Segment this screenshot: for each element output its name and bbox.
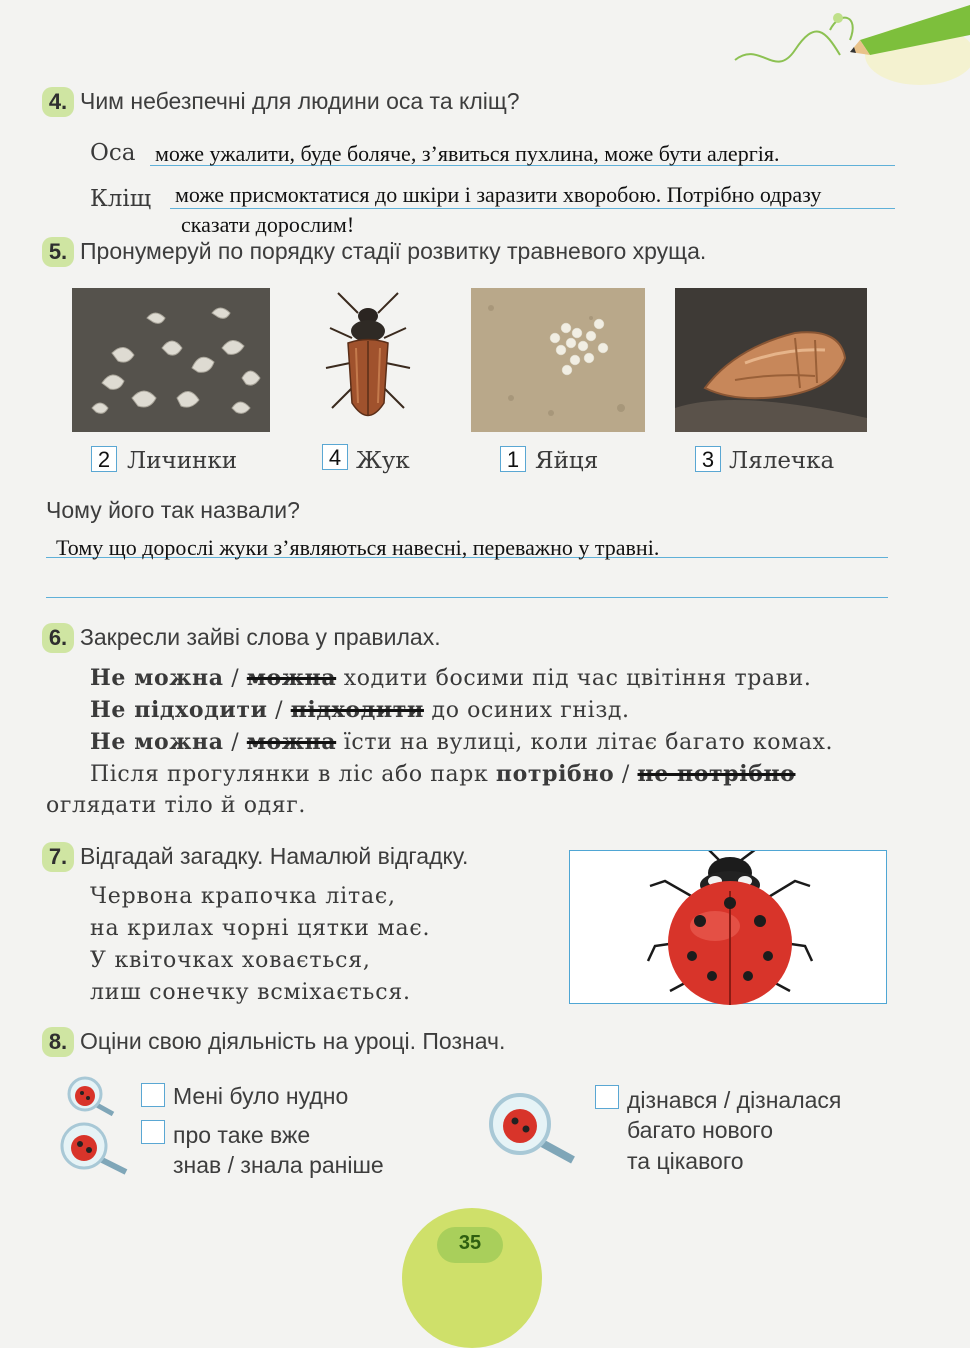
riddle-line-4: лиш сонечку всміхається. xyxy=(90,980,411,1005)
tick-answer-line xyxy=(170,208,895,209)
wasp-answer[interactable]: може ужалити, буде боляче, з’явиться пухлина, може бути алергія. xyxy=(155,141,780,166)
ladybug-image xyxy=(570,851,888,1005)
rule-1 xyxy=(90,665,812,691)
rule-4-struck[interactable]: не потрібно xyxy=(637,761,796,787)
riddle-line-2: на крилах чорні цятки має. xyxy=(90,916,431,941)
rule-3-separator: / xyxy=(231,730,240,755)
rule-1-keep: Не можна xyxy=(90,665,224,691)
stage-label-larvae: Личинки xyxy=(127,448,238,474)
larvae-photo xyxy=(72,288,270,432)
stage-number-box-larvae[interactable]: 2 xyxy=(91,446,117,472)
task-5-text: Пронумеруй по порядку стадії розвитку травневого хруща. xyxy=(80,238,707,264)
why-answer[interactable]: Тому що дорослі жуки з’являються навесні, переважно у травні. xyxy=(56,535,660,560)
learned-line3: та цікавого xyxy=(627,1148,744,1174)
tick-answer-line2[interactable]: сказати дорослим! xyxy=(181,212,355,237)
learned-line1: дізнався / дізналася xyxy=(627,1087,842,1113)
learned-checkbox[interactable] xyxy=(595,1085,619,1109)
bored-option-label: Мені було нудно xyxy=(173,1083,349,1109)
task-7-text: Відгадай загадку. Намалюй відгадку. xyxy=(80,843,469,869)
eggs-photo xyxy=(471,288,645,432)
why-answer-line-2 xyxy=(46,597,888,598)
rule-4-keep: потрібно xyxy=(495,761,615,787)
task-4-text: Чим небезпечні для людини оса та кліщ? xyxy=(80,88,520,114)
know-ladybug-magnifier-icon xyxy=(58,1120,133,1178)
task-number-6: 6. xyxy=(42,623,74,653)
pupa-photo xyxy=(675,288,867,432)
stage-number-box-pupa[interactable]: 3 xyxy=(695,446,721,472)
task-8-text: Оціни свою діяльність на уроці. Познач. xyxy=(80,1028,506,1054)
tick-label: Кліщ xyxy=(90,186,152,212)
drawing-area[interactable] xyxy=(569,850,887,1004)
riddle-line-3: У квіточках ховається, xyxy=(90,948,371,973)
rule-1-struck[interactable]: можна xyxy=(246,665,337,691)
rule-1-rest: ходити босими під час цвітіння трави. xyxy=(343,666,812,691)
task-number-4: 4. xyxy=(42,87,74,117)
task-6-text: Закресли зайві слова у правилах. xyxy=(80,624,441,650)
stage-number-box-eggs[interactable]: 1 xyxy=(500,446,526,472)
rule-3-keep: Не можна xyxy=(90,729,224,755)
learned-line2: багато нового xyxy=(627,1117,773,1143)
already-knew-line2: знав / знала раніше xyxy=(173,1152,384,1178)
pencil-decoration xyxy=(730,0,970,95)
wasp-label: Оса xyxy=(90,140,136,166)
already-knew-line1: про таке вже xyxy=(173,1122,311,1148)
stage-label-eggs: Яйця xyxy=(535,448,599,474)
rule-4-rest: оглядати тіло й одяг. xyxy=(46,793,306,818)
rule-4-separator: / xyxy=(621,762,630,787)
why-question: Чому його так назвали? xyxy=(46,497,300,523)
rule-3 xyxy=(90,729,833,755)
task-number-5: 5. xyxy=(42,237,74,267)
rule-2-struck[interactable]: підходити xyxy=(290,697,424,723)
learned-ladybug-magnifier-icon xyxy=(485,1092,580,1167)
bored-checkbox[interactable] xyxy=(141,1083,165,1107)
rule-3-rest: їсти на вулиці, коли літає багато комах. xyxy=(343,730,834,755)
rule-2-keep: Не підходити xyxy=(90,697,268,723)
already-knew-checkbox[interactable] xyxy=(141,1120,165,1144)
bored-ladybug-magnifier-icon xyxy=(65,1076,120,1118)
rule-3-struck[interactable]: можна xyxy=(246,729,337,755)
page-number: 35 xyxy=(458,1232,482,1254)
rule-2-separator: / xyxy=(275,698,284,723)
stage-label-pupa: Лялечка xyxy=(729,448,835,474)
rule-4-start: Після прогулянки в ліс або парк xyxy=(90,762,489,787)
rule-1-separator: / xyxy=(231,666,240,691)
stage-number-box-beetle[interactable]: 4 xyxy=(322,444,348,470)
stage-label-beetle: Жук xyxy=(356,448,410,474)
rule-4 xyxy=(90,761,795,787)
task-number-7: 7. xyxy=(42,842,74,872)
cockchafer-beetle-image xyxy=(318,288,418,433)
task-number-8: 8. xyxy=(42,1027,74,1057)
riddle-line-1: Червона крапочка літає, xyxy=(90,884,396,909)
tick-answer-line1[interactable]: може присмоктатися до шкіри і заразити хворобою. Потрібно одразу xyxy=(175,182,822,207)
rule-2-rest: до осиних гнізд. xyxy=(431,698,630,723)
rule-2 xyxy=(90,697,630,723)
